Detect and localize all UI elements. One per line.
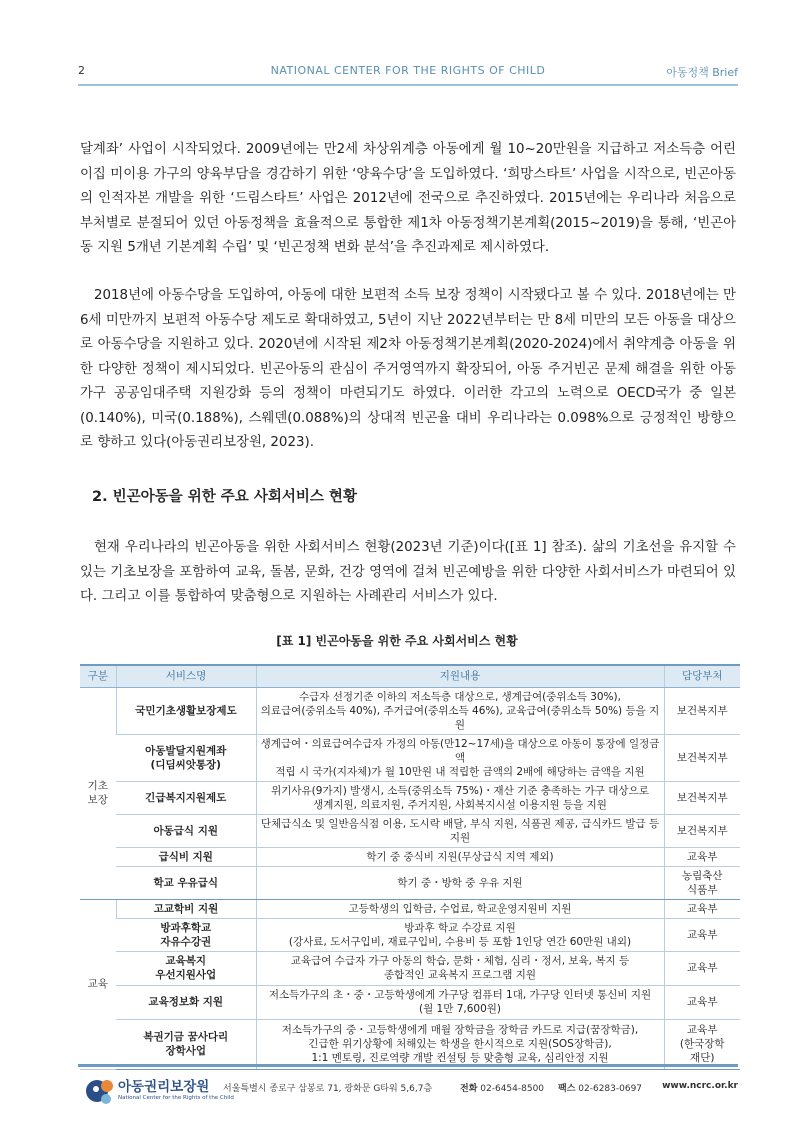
department-cell: 보건복지부 [664, 814, 740, 847]
service-name-cell: 복권기금 꿈사다리 장학사업 [116, 1019, 256, 1069]
header-divider [78, 84, 738, 86]
page-number: 2 [78, 64, 85, 77]
service-name-cell: 긴급복지지원제도 [116, 781, 256, 814]
service-content-cell: 저소득가구의 초・중・고등학생에게 가구당 컴퓨터 1대, 가구당 인터넷 통신비 지원 (월 1만 7,600원) [256, 985, 664, 1019]
service-name-cell: 국민기초생활보장제도 [116, 687, 256, 734]
service-content-cell: 위기사유(9가지) 발생시, 소득(중위소득 75%)・재산 기준 충족하는 가구 대상으로 생계지원, 의료지원, 주거지원, 사회복지시설 이용지원 등을 지원 [256, 781, 664, 814]
fax-number: 02-6283-0697 [578, 1084, 643, 1094]
table-row [80, 781, 740, 814]
footer-address: 서울특별시 종로구 삼봉로 71, 광화문 G타워 5,6,7층 [223, 1084, 433, 1094]
service-name-cell: 급식비 지원 [116, 847, 256, 866]
body-paragraph: 현재 우리나라의 빈곤아동을 위한 사회서비스 현황(2023년 기준)이다([표 1] 참조). 삶의 기초선을 유지할 수 있는 기초보장을 포함하여 교육, 돌봄, 문화, 건강 영역에 걸쳐 빈곤예방을 위한 다양한 사회서비스가 마련되어 있다. 그리고 이를 통합하여 맞춤형으로 지원하는 사례관리 서비스가 있다. [80, 540, 736, 604]
service-content-cell: 수급자 선정기준 이하의 저소득층 대상으로, 생계급여(중위소득 30%), 의료급여(중위소득 40%), 주거급여(중위소득 46%), 교육급여(중위소득 50%) 등을 지원 [256, 687, 664, 734]
department-cell: 보건복지부 [664, 734, 740, 781]
logo-subtext: National Center for the Rights of the Child [118, 1095, 234, 1101]
service-content-cell: 생계급여・의료급여수급자 가정의 아동(만12~17세)을 대상으로 아동이 통장에 일정금액 적립 시 국가(지자체)가 월 10만원 내 적립한 금액의 2배에 해당하는 금액을 지원 [256, 734, 664, 781]
table-row [80, 899, 740, 918]
footer-phone [460, 1081, 544, 1094]
logo-mark-icon [84, 1075, 116, 1107]
page-footer [78, 1074, 738, 1108]
table-row [80, 847, 740, 866]
table-row [80, 1019, 740, 1069]
fax-label: 팩스 [558, 1084, 576, 1094]
department-cell: 교육부 [664, 918, 740, 951]
section-title: 2. 빈곤아동을 위한 주요 사회서비스 현황 [92, 489, 357, 505]
department-cell: 교육부 [664, 985, 740, 1019]
phone-label: 전화 [460, 1084, 478, 1094]
footer-divider [78, 1064, 738, 1067]
service-name-cell: 아동발달지원계좌 (디딤씨앗통장) [116, 734, 256, 781]
page-header [78, 64, 738, 86]
table-row [80, 951, 740, 985]
table-row [80, 866, 740, 899]
services-table [80, 664, 740, 1070]
table-row [80, 918, 740, 951]
service-content-cell: 저소득가구의 중・고등학생에게 매월 장학금을 장학금 카드로 지급(꿈장학금), 긴급한 위기상황에 처해있는 학생을 한시적으로 지원(SOS장학금), 1:1 멘토링, 진로역량 개발 컨설팅 등 맞춤형 교육, 심리안정 지원 [256, 1019, 664, 1069]
column-header: 서비스명 [116, 665, 256, 687]
service-content-cell: 교육급여 수급자 가구 아동의 학습, 문화・체험, 심리・정서, 보육, 복지 등 종합적인 교육복지 프로그램 지원 [256, 951, 664, 985]
service-content-cell: 고등학생의 입학금, 수업료, 학교운영지원비 지원 [256, 899, 664, 918]
department-cell: 교육부 [664, 847, 740, 866]
body-paragraph: 2018년에 아동수당을 도입하여, 아동에 대한 보편적 소득 보장 정책이 시작됐다고 볼 수 있다. 2018년에는 만 6세 미만까지 보편적 아동수당 제도로 확대하였고, 5년이 지난 2022년부터는 만 8세 미만의 모든 아동을 대상으로 아동수당을 지원하고 있다. 2020년에 시작된 제2차 아동정책기본계획(2020-2024)에서 취약계층 아동을 위한 다양한 정책이 제시되었다. 빈곤아동의 관심이 주거영역까지 확장되어, 아동 주거빈곤 문제 해결을 위한 아동가구 공공임대주택 지원강화 등의 정책이 마련되기도 하였다. 이러한 각고의 노력으로 OECD국가 중 일본(0.140%), 미국(0.188%), 스웨덴(0.088%)의 상대적 빈곤율 대비 우리나라는 0.098%으로 긍정적인 방향으로 향하고 있다(아동권리보장원, 2023). [80, 288, 737, 450]
department-cell: 교육부 (한국장학 재단) [664, 1019, 740, 1069]
table-header-row [80, 665, 740, 687]
department-cell: 교육부 [664, 951, 740, 985]
service-name-cell: 학교 우유급식 [116, 866, 256, 899]
service-content-cell: 학기 중・방학 중 우유 지원 [256, 866, 664, 899]
department-cell: 보건복지부 [664, 781, 740, 814]
service-name-cell: 고교학비 지원 [116, 899, 256, 918]
footer-fax [558, 1081, 642, 1094]
service-name-cell: 교육복지 우선지원사업 [116, 951, 256, 985]
department-cell: 보건복지부 [664, 687, 740, 734]
category-cell: 기초 보장 [80, 687, 116, 899]
service-name-cell: 아동급식 지원 [116, 814, 256, 847]
table-row [80, 814, 740, 847]
service-content-cell: 단체급식소 및 일반음식점 이용, 도시락 배달, 부식 지원, 식품권 제공, 급식카드 발급 등 지원 [256, 814, 664, 847]
column-header: 지원내용 [256, 665, 664, 687]
table-row [80, 734, 740, 781]
organization-logo [84, 1074, 234, 1108]
service-name-cell: 교육정보화 지원 [116, 985, 256, 1019]
table-row [80, 985, 740, 1019]
header-org-title: NATIONAL CENTER FOR THE RIGHTS OF CHILD [270, 64, 546, 77]
department-cell: 교육부 [664, 899, 740, 918]
service-name-cell: 방과후학교 자유수강권 [116, 918, 256, 951]
logo-text: 아동권리보장원 [118, 1079, 210, 1095]
column-header: 담당부처 [664, 665, 740, 687]
body-paragraph: 달계좌’ 사업이 시작되었다. 2009년에는 만2세 차상위계층 아동에게 월 10~20만원을 지급하고 저소득층 어린이집 미이용 가구의 양육부담을 경감하기 위한 ‘양육수당’을 도입하였다. ‘희망스타트’ 사업을 시작으로, 빈곤아동의 인적자본 개발을 위한 ‘드림스타트’ 사업은 2012년에 전국으로 추진하였다. 2015년에는 우리나라 처음으로 부처별로 분절되어 있던 아동정책을 효율적으로 통합한 제1차 아동정책기본계획(2015~2019)을 통해, ‘빈곤아동 지원 5개년 기본계획 수립’ 및 ‘빈곤정책 변화 분석’을 추진과제로 제시하였다. [80, 142, 736, 255]
phone-number: 02-6454-8500 [480, 1084, 545, 1094]
header-brief-title: 아동정책 Brief [666, 66, 738, 79]
category-cell: 교육 [80, 899, 116, 1069]
column-header: 구분 [80, 665, 116, 687]
table-caption: [표 1] 빈곤아동을 위한 주요 사회서비스 현황 [276, 634, 518, 648]
service-content-cell: 방과후 학교 수강료 지원 (강사료, 도서구입비, 재료구입비, 수용비 등 포함 1인당 연간 60만원 내외) [256, 918, 664, 951]
service-content-cell: 학기 중 중식비 지원(무상급식 지역 제외) [256, 847, 664, 866]
table-row [80, 687, 740, 734]
footer-website: www.ncrc.or.kr [662, 1081, 738, 1091]
department-cell: 농림축산 식품부 [664, 866, 740, 899]
